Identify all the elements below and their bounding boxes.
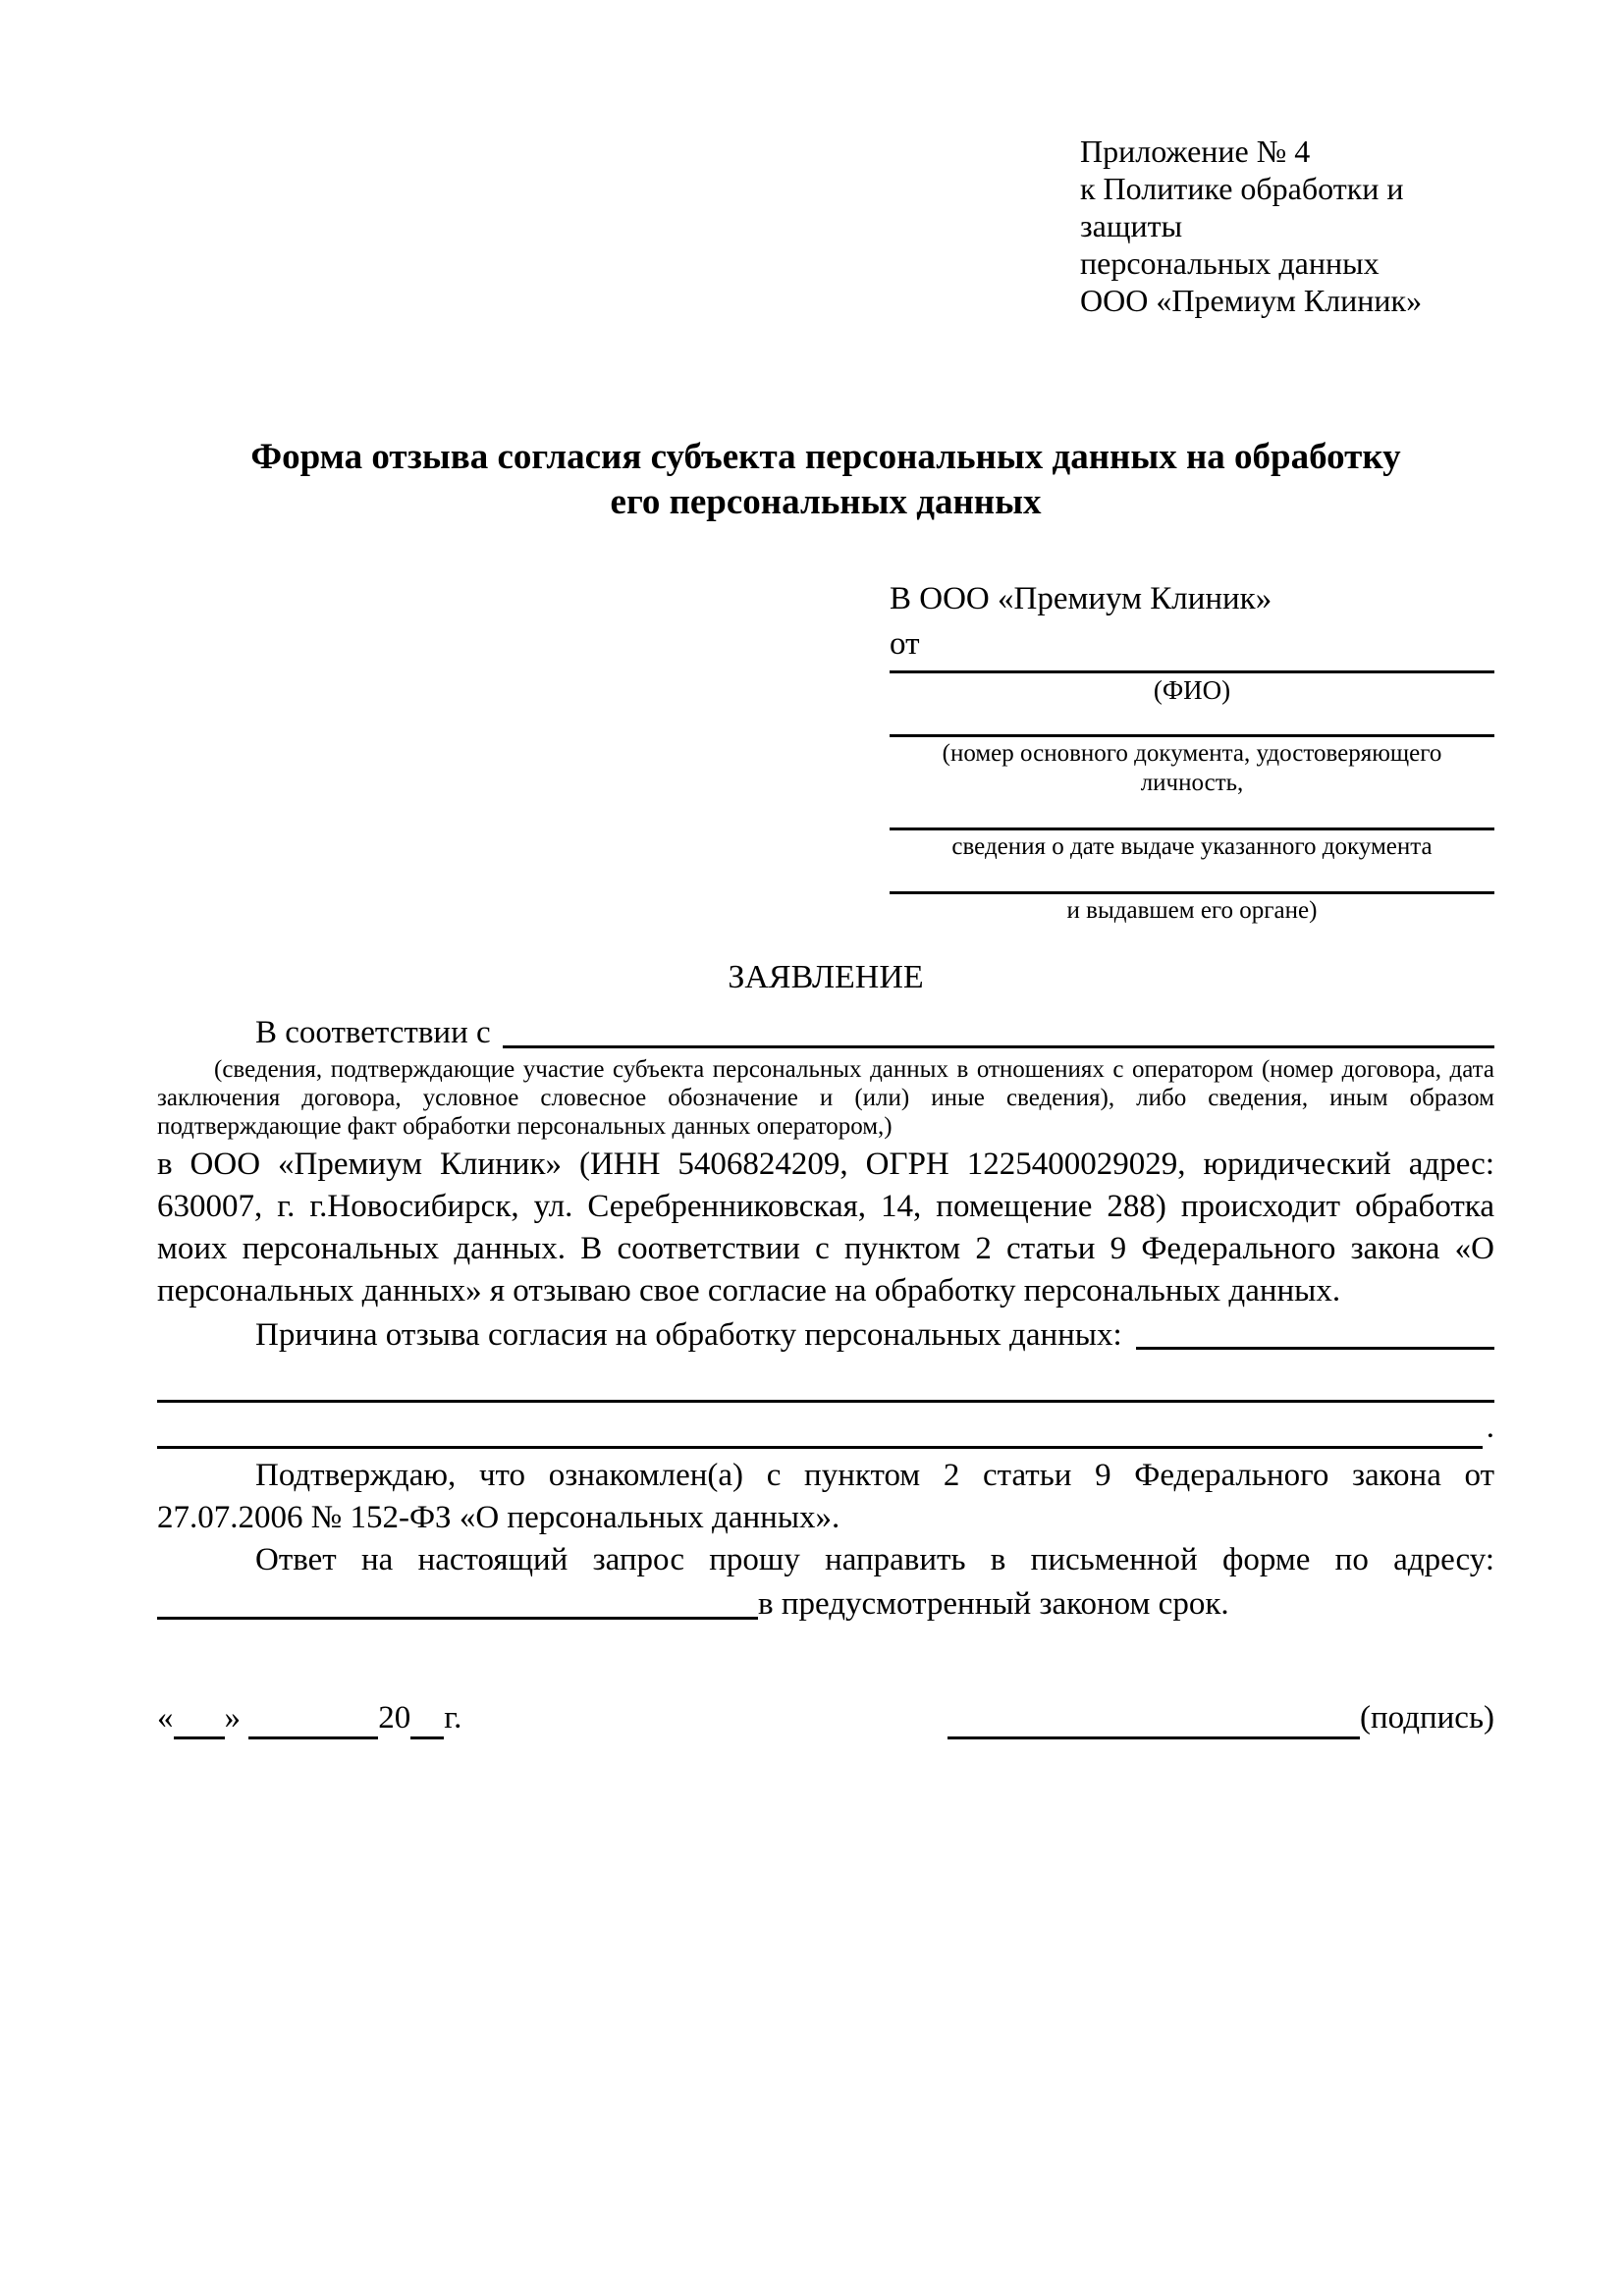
appendix-line: персональных данных <box>1080 245 1380 281</box>
issue-date-caption: сведения о дате выдаче указанного документа <box>951 833 1433 860</box>
issuing-authority-caption: и выдавшем его органе) <box>1066 897 1318 924</box>
issue-date-fill-line <box>890 828 1494 830</box>
blank-line-period: . <box>1486 1410 1494 1445</box>
document-title-line: его персональных данных <box>610 482 1042 522</box>
appendix-line: к Политике обработки и защиты <box>1080 171 1404 243</box>
fio-fill-line <box>890 670 1494 673</box>
document-title-line: Форма отзыва согласия субъекта персональных данных на обработку <box>250 437 1401 477</box>
statement-body: в ООО «Премиум Клиник» (ИНН 5406824209, ОГРН 1225400029029, юридический адрес: 630007, г. г.Новосибирск, ул. Серебренниковская, 14, помещение 288) происходит обработка моих персональных данных. В соответствии с пунктом 2 статьи 9 Федерального закона «О персональных данных» я отзываю свое согласие на обработку персональных данных. <box>157 1147 1494 1308</box>
signature-line <box>947 1697 1494 1739</box>
date-quote-open: « <box>157 1700 174 1735</box>
day-fill-line <box>174 1699 225 1739</box>
reason-fill-line <box>1136 1314 1494 1350</box>
reason-label: Причина отзыва согласия на обработку персональных данных: <box>255 1317 1122 1353</box>
appendix-block <box>1080 133 1494 319</box>
response-tail: в предусмотренный законом срок. <box>758 1586 1229 1622</box>
signature-fill-line <box>947 1699 1360 1739</box>
address-fill-line <box>157 1581 758 1620</box>
date-line <box>157 1697 461 1739</box>
issuing-authority-fill-line <box>890 891 1494 894</box>
blank-fill-line <box>157 1403 1483 1449</box>
addressee-to: В ООО «Премиум Клиник» <box>890 581 1272 616</box>
reason-row <box>157 1314 1494 1357</box>
appendix-line: ООО «Премиум Клиник» <box>1080 283 1423 318</box>
response-request-paragraph: Ответ на настоящий запрос прошу направить в письменной форме по адресу: <box>255 1542 1494 1577</box>
signature-caption: (подпись) <box>1360 1700 1494 1735</box>
document-number-fill-line <box>890 734 1494 737</box>
intro-note: (сведения, подтверждающие участие субъекта персональных данных в отношениях с оператором (номер договора, дата заключения договора, условное словесное обозначение и (или) иные сведения), либо сведения, иным образом подтверждающие факт обработки персональных данных оператором,) <box>157 1056 1494 1140</box>
month-fill-line <box>248 1699 378 1739</box>
date-quote-close: » <box>224 1700 241 1735</box>
addressee-from-label: от <box>890 626 920 662</box>
addressee-block <box>890 576 1494 926</box>
document-title <box>157 435 1494 525</box>
fio-caption: (ФИО) <box>1153 675 1231 705</box>
statement-heading: ЗАЯВЛЕНИЕ <box>728 959 924 995</box>
reason-blank-line-1 <box>157 1357 1494 1403</box>
intro-prefix: В соответствии с <box>255 1015 491 1050</box>
document-number-caption: (номер основного документа, удостоверяющего личность, <box>942 740 1442 796</box>
year-prefix: 20 <box>378 1700 411 1735</box>
confirm-paragraph: Подтверждаю, что ознакомлен(а) с пунктом 2 статьи 9 Федерального закона от 27.07.2006 № 152-ФЗ «О персональных данных». <box>157 1458 1494 1535</box>
intro-row <box>157 1010 1494 1055</box>
intro-fill-line <box>503 1010 1494 1048</box>
blank-fill-line <box>157 1357 1494 1403</box>
year-fill-line <box>410 1699 444 1739</box>
reason-blank-line-2 <box>157 1403 1494 1449</box>
response-address-row <box>157 1581 1494 1627</box>
year-suffix: г. <box>444 1700 462 1735</box>
footer-row <box>157 1697 1494 1739</box>
appendix-line: Приложение № 4 <box>1080 133 1311 169</box>
